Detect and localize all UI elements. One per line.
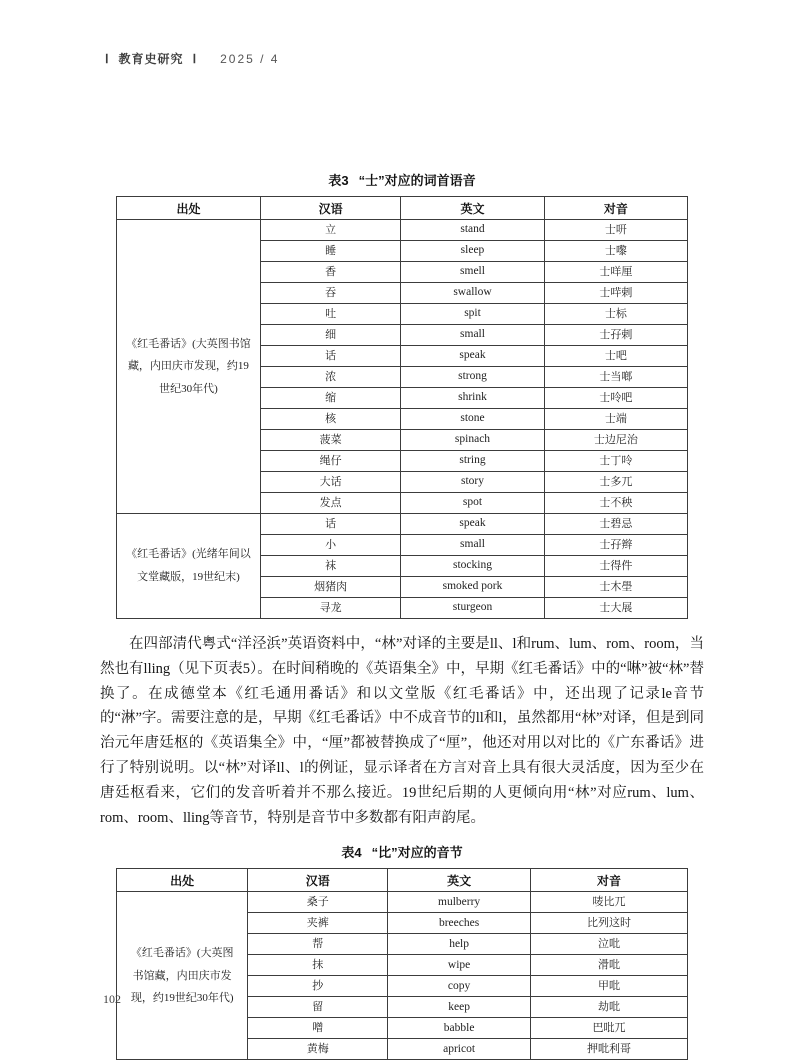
transcription-cell: 唛比兀 <box>530 892 687 913</box>
hanzi-cell: 吐 <box>260 304 400 325</box>
hanzi-cell: 浓 <box>260 367 400 388</box>
hanzi-cell: 留 <box>248 997 388 1018</box>
transcription-cell: 比列这时 <box>530 913 687 934</box>
english-cell: help <box>388 934 531 955</box>
transcription-cell: 士边尼治 <box>544 430 687 451</box>
table3-caption-label: 表3 <box>328 173 349 188</box>
hanzi-cell: 寻龙 <box>260 598 400 619</box>
transcription-cell: 士大展 <box>544 598 687 619</box>
column-header: 出处 <box>117 869 248 892</box>
english-cell: story <box>401 472 544 493</box>
transcription-cell: 士碧忌 <box>544 514 687 535</box>
journal-header <box>105 50 279 67</box>
english-cell: sturgeon <box>401 598 544 619</box>
transcription-cell: 士吧 <box>544 346 687 367</box>
english-cell: stone <box>401 409 544 430</box>
column-header: 汉语 <box>248 869 388 892</box>
hanzi-cell: 黄梅 <box>248 1039 388 1060</box>
body-paragraph: 在四部清代粤式“洋泾浜”英语资料中，“林”对译的主要是ll、l和rum、lum、rom、room，当然也有lling（见下页表5）。在时间稍晚的《英语集全》中，早期《红毛番话》中的“啉”被“林”替换了。在成德堂本《红毛通用番话》和以文堂版《红毛番话》中，还出现了记录le音节的“淋”字。需要注意的是，早期《红毛番话》中不成音节的ll和l，虽然都用“林”对译，但是到同治元年唐廷枢的《英语集全》中，“厘”都被替换成了“厘”，他还对用以对比的《广东番话》进行了特别说明。以“林”对译ll、l的例证，显示译者在方言对音上具有很大灵活度，因为至少在唐廷枢看来，它们的发音听着并不那么接近。19世纪后期的人更倾向用“林”对应rum、lum、rom、room、lling等音节，特别是音节中多数都有阳声韵尾。 <box>100 636 704 826</box>
english-cell: small <box>401 535 544 556</box>
transcription-cell: 士端 <box>544 409 687 430</box>
table4 <box>116 868 688 1060</box>
english-cell: wipe <box>388 955 531 976</box>
transcription-cell: 甲吡 <box>530 976 687 997</box>
english-cell: spot <box>401 493 544 514</box>
hanzi-cell: 香 <box>260 262 400 283</box>
source-cell: 《红毛番话》(大英图书馆藏，内田庆市发现，约19世纪30年代) <box>117 892 248 1060</box>
transcription-cell: 士标 <box>544 304 687 325</box>
english-cell: stand <box>401 220 544 241</box>
english-cell: speak <box>401 346 544 367</box>
english-cell: stocking <box>401 556 544 577</box>
hanzi-cell: 夹裤 <box>248 913 388 934</box>
page-number: 102 <box>103 992 121 1006</box>
transcription-cell: 士木壆 <box>544 577 687 598</box>
hanzi-cell: 袜 <box>260 556 400 577</box>
hanzi-cell: 发点 <box>260 493 400 514</box>
hanzi-cell: 桑子 <box>248 892 388 913</box>
english-cell: mulberry <box>388 892 531 913</box>
transcription-cell: 士咩厘 <box>544 262 687 283</box>
table4-caption-label: 表4 <box>341 845 362 861</box>
transcription-cell: 士不秧 <box>544 493 687 514</box>
hanzi-cell: 睡 <box>260 241 400 262</box>
transcription-cell: 士得件 <box>544 556 687 577</box>
page-content <box>100 112 704 1060</box>
transcription-cell: 士孖辫 <box>544 535 687 556</box>
column-header: 英文 <box>388 869 531 892</box>
header-separator-left: Ⅰ <box>105 51 110 66</box>
transcription-cell: 士当啷 <box>544 367 687 388</box>
issue-number: 2025 / 4 <box>220 51 280 66</box>
hanzi-cell: 抄 <box>248 976 388 997</box>
column-header: 对音 <box>544 197 687 220</box>
english-cell: apricot <box>388 1039 531 1060</box>
journal-title: 教育史研究 <box>118 52 184 66</box>
transcription-cell: 士多兀 <box>544 472 687 493</box>
table3-header-row <box>117 197 688 220</box>
hanzi-cell: 话 <box>260 514 400 535</box>
table-row <box>117 892 688 913</box>
english-cell: spit <box>401 304 544 325</box>
english-cell: smell <box>401 262 544 283</box>
hanzi-cell: 噌 <box>248 1018 388 1039</box>
hanzi-cell: 立 <box>260 220 400 241</box>
table3 <box>116 196 688 619</box>
hanzi-cell: 帮 <box>248 934 388 955</box>
hanzi-cell: 细 <box>260 325 400 346</box>
english-cell: babble <box>388 1018 531 1039</box>
column-header: 英文 <box>401 197 544 220</box>
table-row <box>117 514 688 535</box>
hanzi-cell: 烟猪肉 <box>260 577 400 598</box>
table3-caption-title: “士”对应的词首语音 <box>358 173 476 188</box>
transcription-cell: 押吡利哥 <box>530 1039 687 1060</box>
english-cell: shrink <box>401 388 544 409</box>
english-cell: spinach <box>401 430 544 451</box>
hanzi-cell: 绳仔 <box>260 451 400 472</box>
hanzi-cell: 小 <box>260 535 400 556</box>
transcription-cell: 士呤吧 <box>544 388 687 409</box>
transcription-cell: 滑吡 <box>530 955 687 976</box>
transcription-cell: 士咞 <box>544 220 687 241</box>
english-cell: string <box>401 451 544 472</box>
english-cell: swallow <box>401 283 544 304</box>
transcription-cell: 士嚟 <box>544 241 687 262</box>
english-cell: breeches <box>388 913 531 934</box>
source-cell: 《红毛番话》(光绪年间以文堂藏版，19世纪末) <box>117 514 261 619</box>
hanzi-cell: 话 <box>260 346 400 367</box>
table3-caption <box>100 170 704 189</box>
transcription-cell: 士哶剌 <box>544 283 687 304</box>
table4-caption-title: “比”对应的音节 <box>371 845 463 861</box>
table-row <box>117 220 688 241</box>
english-cell: keep <box>388 997 531 1018</box>
english-cell: copy <box>388 976 531 997</box>
hanzi-cell: 抹 <box>248 955 388 976</box>
hanzi-cell: 大话 <box>260 472 400 493</box>
english-cell: speak <box>401 514 544 535</box>
source-cell: 《红毛番话》(大英图书馆藏，内田庆市发现，约19世纪30年代) <box>117 220 261 514</box>
hanzi-cell: 吞 <box>260 283 400 304</box>
english-cell: strong <box>401 367 544 388</box>
table4-header-row <box>117 869 688 892</box>
header-separator-right: Ⅰ <box>192 51 198 66</box>
column-header: 对音 <box>530 869 687 892</box>
column-header: 汉语 <box>260 197 400 220</box>
transcription-cell: 劫吡 <box>530 997 687 1018</box>
column-header: 出处 <box>117 197 261 220</box>
english-cell: sleep <box>401 241 544 262</box>
hanzi-cell: 核 <box>260 409 400 430</box>
transcription-cell: 泣吡 <box>530 934 687 955</box>
hanzi-cell: 缩 <box>260 388 400 409</box>
transcription-cell: 士孖剌 <box>544 325 687 346</box>
english-cell: smoked pork <box>401 577 544 598</box>
hanzi-cell: 菠菜 <box>260 430 400 451</box>
english-cell: small <box>401 325 544 346</box>
table4-caption <box>100 842 704 861</box>
transcription-cell: 巴吡兀 <box>530 1018 687 1039</box>
transcription-cell: 士丁呤 <box>544 451 687 472</box>
